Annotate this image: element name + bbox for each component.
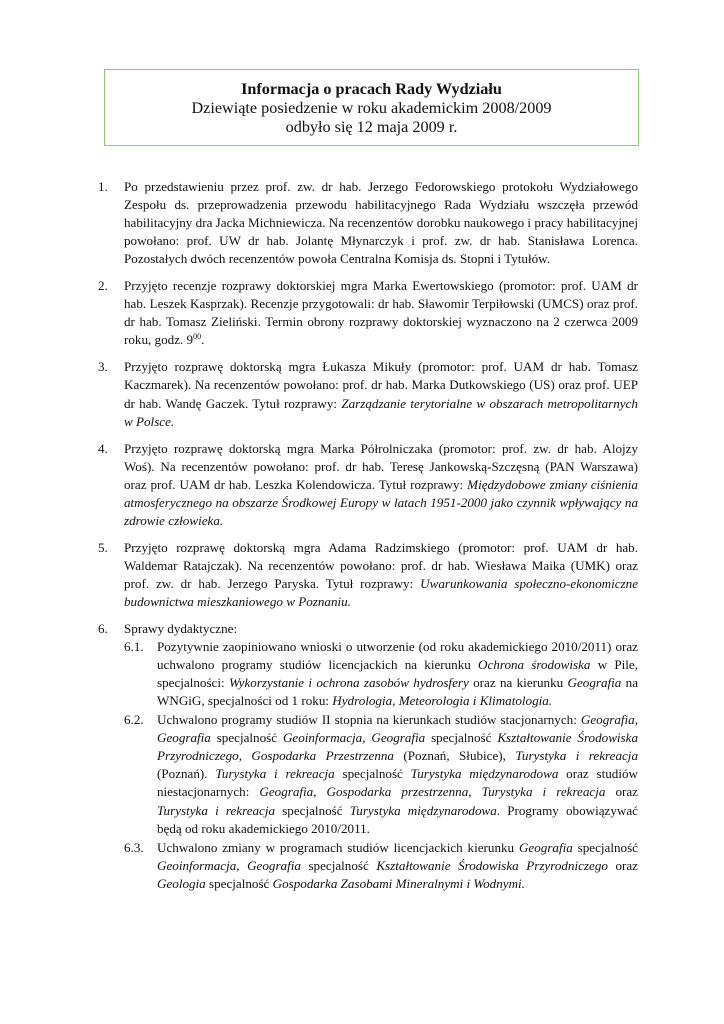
sub-item-6-1 (124, 638, 638, 710)
sub-item-6-2 (124, 711, 638, 837)
item-number: 4. (98, 440, 108, 456)
item-text-container (124, 620, 638, 894)
list-item-2 (98, 277, 638, 349)
item-number: 1. (98, 179, 108, 194)
sub-item-number: 6.2. (124, 712, 144, 728)
item-number: 3. (98, 359, 108, 375)
dissertation-title: Uwarunkowania społeczno-ekonomiczne budownictwa mieszkaniowego w Poznaniu. (124, 575, 639, 609)
item-number: 2. (98, 278, 108, 294)
sub-item-text: Pozytywnie zaopiniowano wnioski o utworzenie (od roku akademickiego 2010/2011) oraz uchwalono programy studiów licencjackich na kierunku Ochrona środowiska w Pile, specjalności: Wykorzystanie i ochrona zasobów hydrosfery oraz na kierunku Geografia na WNGiG, specjalności od 1 roku: Hydrologia, Meteorologia i Klimatologia. (157, 639, 639, 709)
item-text: Przyjęto rozprawę doktorską mgra Łukasza Mikuły (promotor: prof. UAM dr hab. Tomasz Kaczmarek). Na recenzentów powołano: prof. dr hab. Marka Dutkowskiego (US) oraz prof. UEP dr hab. Wandę Gaczek. Tytuł rozprawy: (124, 359, 638, 411)
document-header-box (104, 69, 639, 146)
list-item-6 (98, 620, 638, 894)
item-text: Przyjęto rozprawę doktorską mgra Adama Radzimskiego (promotor: prof. UAM dr hab. Waldemar Ratajczak). Na recenzentów powołano: prof. dr hab. Wiesława Maika (UMK) oraz prof. zw. dr hab. Jerzego Paryska. Tytuł rozprawy: (124, 539, 638, 591)
sub-item-number: 6.1. (124, 639, 144, 655)
meeting-info: Dziewiąte posiedzenie w roku akademickim 2008/2009 (191, 99, 552, 117)
dissertation-title: Międzydobowe zmiany ciśnienia atmosferycznego na obszarze Środkowej Europy w latach 1951-2000 jako czynnik wpływający na zdrowie człowieka. (124, 476, 638, 528)
item-text: Po przedstawieniu przez prof. zw. dr hab. Jerzego Fedorowskiego protokołu Wydziałowego Zespołu ds. przeprowadzenia przewodu habilitacyjnego Rada Wydziału wszczęła przewód habilitacyjny dra Jacka Michniewicza. Na recenzentów dorobku naukowego i pracy habilitacyjnej powołano: prof. UW dr hab. Jolantę Młynarczyk i prof. zw. dr hab. Stanisława Lorenca. Pozostałych dwóch recenzentów powoła Centralna Komisja ds. Stopni i Tytułów. (124, 179, 638, 267)
list-item-4 (98, 440, 638, 530)
list-item-1 (98, 178, 638, 268)
dissertation-title: Zarządzanie terytorialne w obszarach metropolitarnych w Polsce. (124, 395, 638, 429)
item-text: Przyjęto recenzje rozprawy doktorskiej mgra Marka Ewertowskiego (promotor: prof. UAM dr hab. Leszek Kasprzak). Recenzje przygotowali: dr hab. Sławomir Terpiłowski (UMCS) oraz prof. dr hab. Tomasz Zieliński. Termin obrony rozprawy doktorskiej wyznaczono na 2 czerwca 2009 roku, godz. 9 (124, 278, 638, 348)
document-title: Informacja o pracach Rady Wydziału (241, 80, 502, 98)
item-text-container (124, 277, 638, 349)
list-item-5 (98, 539, 638, 611)
sub-item-number: 6.3. (124, 839, 144, 855)
sub-item-6-3 (124, 839, 638, 893)
item-number: 6. (98, 621, 108, 637)
item-text-container (124, 358, 638, 430)
sub-item-text: Uchwalono zmiany w programach studiów licencjackich kierunku Geografia specjalność Geoinformacja, Geografia specjalność Kształtowanie Środowiska Przyrodniczego oraz Geologia specjalność Gospodarka Zasobami Mineralnymi i Wodnymi. (157, 839, 638, 891)
sub-item-text: Uchwalono programy studiów II stopnia na kierunkach studiów stacjonarnych: Geografia, Geografia specjalność Geoinformacja, Geografia specjalność Kształtowanie Środowiska Przyrodniczego, Gospodarka Przestrzenna (Poznań, Słubice), Turystyka i rekreacja (Poznań). Turystyka i rekreacja specjalność Turystyka międzynarodowa oraz studiów niestacjonarnych: Geografia, Gospodarka przestrzenna, Turystyka i rekreacja oraz Turystyka i rekreacja specjalność Turystyka międzynarodowa. Programy obowiązywać będą od roku akademickiego 2010/2011. (157, 712, 639, 836)
time-superscript: 00 (193, 332, 202, 342)
document-body (98, 178, 638, 903)
item-text-container (124, 440, 638, 530)
item-text: Przyjęto rozprawę doktorską mgra Marka Półrolniczaka (promotor: prof. zw. dr hab. Alojzy Woś). Na recenzentów powołano: prof. dr hab. Teresę Jankowską-Szczęsną (PAN Warszawa) oraz prof. UAM dr hab. Leszka Kolendowicza. Tytuł rozprawy: (124, 440, 638, 492)
list-item-3 (98, 358, 638, 430)
item-text-container (124, 539, 638, 611)
item-text: Sprawy dydaktyczne: (124, 621, 238, 637)
item-number: 5. (98, 539, 108, 555)
item-text-tail: . (201, 332, 205, 348)
meeting-date: odbyło się 12 maja 2009 r. (285, 118, 458, 136)
